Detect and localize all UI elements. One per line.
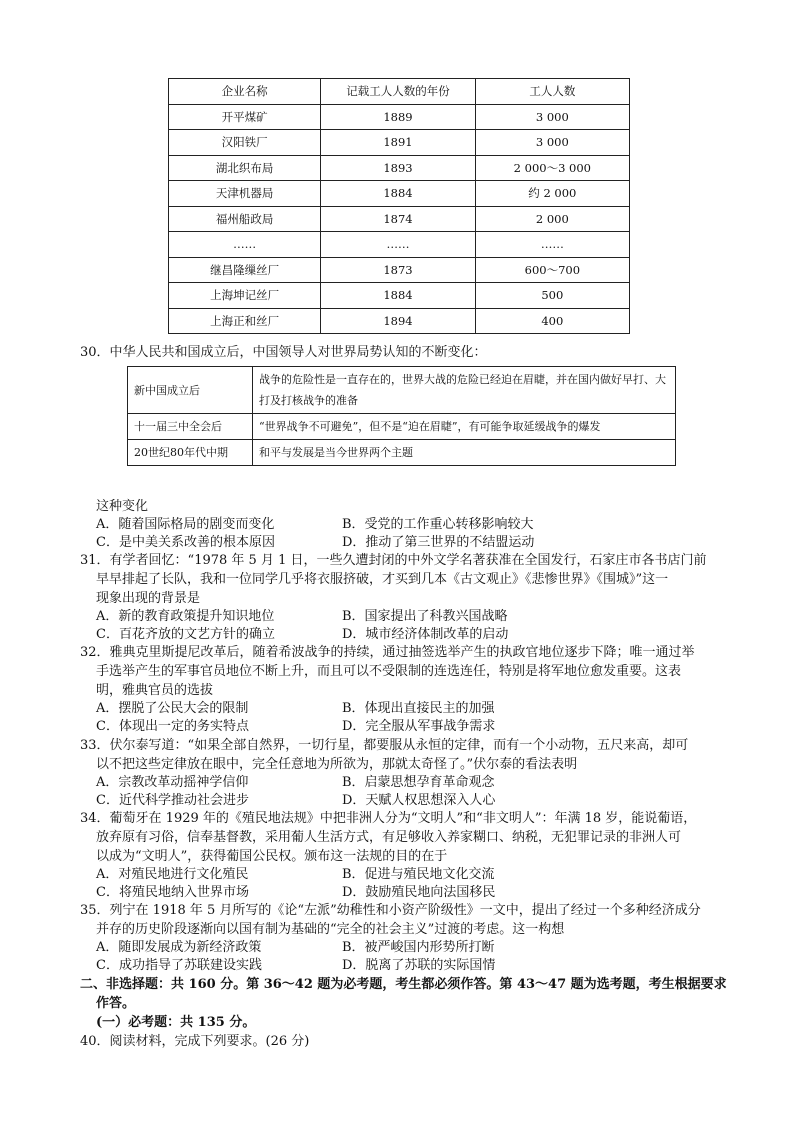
question-35-stem: 并存的历史阶段逐渐向以国有制为基础的“完全的社会主义”过渡的考虑。这一构想	[96, 922, 565, 937]
option-d: D．天赋人权思想深入人心	[342, 793, 496, 808]
option-b: B．启蒙思想孕育革命观念	[342, 775, 495, 790]
option-c: C．百花齐放的文艺方针的确立	[96, 627, 275, 642]
table-header: 记载工人人数的年份	[321, 79, 475, 105]
option-b: B．体现出直接民主的加强	[342, 701, 495, 716]
table-cell: 1884	[321, 181, 475, 207]
table-cell: 1884	[321, 283, 475, 309]
option-c: C．将殖民地纳入世界市场	[96, 885, 249, 900]
table-cell: 上海坤记丝厂	[169, 283, 321, 309]
option-c: C．近代科学推动社会进步	[96, 793, 249, 808]
view-cell: 和平与发展是当今世界两个主题	[253, 440, 676, 466]
table-cell: ……	[169, 232, 321, 258]
table-cell: 1874	[321, 206, 475, 232]
table-cell: 600～700	[475, 257, 629, 283]
option-a: A．摆脱了公民大会的限制	[96, 701, 249, 716]
section-2-heading: 二、非选择题：共 160 分。第 36～42 题为必考题，考生都必须作答。第 43～47 题为选考题，考生根据要求	[80, 977, 727, 992]
question-30-tail: 这种变化	[96, 499, 149, 514]
table-row	[169, 130, 630, 156]
table-cell: 天津机器局	[169, 181, 321, 207]
table-cell: 开平煤矿	[169, 104, 321, 130]
question-33-stem: 以不把这些定律放在眼中，完全任意地为所欲为，那就太奇怪了。”伏尔泰的看法表明	[96, 757, 578, 772]
question-30-stem: 30．中华人民共和国成立后，中国领导人对世界局势认知的不断变化：	[80, 345, 487, 360]
table-row	[169, 232, 630, 258]
table-row	[169, 308, 630, 334]
table-cell: ……	[321, 232, 475, 258]
option-d: D．脱离了苏联的实际国情	[342, 958, 496, 973]
table-cell: 汉阳铁厂	[169, 130, 321, 156]
period-cell: 新中国成立后	[128, 367, 253, 414]
option-a: A．对殖民地进行文化殖民	[96, 867, 249, 882]
option-a: A．随即发展成为新经济政策	[96, 940, 262, 955]
table-row	[169, 104, 630, 130]
option-c: C．是中美关系改善的根本原因	[96, 535, 275, 550]
table-cell: 3 000	[475, 104, 629, 130]
option-a: A．宗教改革动摇神学信仰	[96, 775, 249, 790]
option-a: A．随着国际格局的剧变而变化	[96, 517, 275, 532]
table-row	[169, 155, 630, 181]
table-cell: 3 000	[475, 130, 629, 156]
table-cell: 2 000	[475, 206, 629, 232]
table-row	[169, 283, 630, 309]
table-header: 企业名称	[169, 79, 321, 105]
option-d: D．城市经济体制改革的启动	[342, 627, 509, 642]
table-header: 工人人数	[475, 79, 629, 105]
table-row	[128, 367, 676, 414]
table-row	[169, 206, 630, 232]
section-2-sub: (一）必考题：共 135 分。	[96, 1015, 256, 1030]
question-33-stem: 33．伏尔泰写道：“如果全部自然界，一切行星，都要服从永恒的定律，而有一个小动物，五尺来高，却可	[80, 738, 689, 753]
option-c: C．成功指导了苏联建设实践	[96, 958, 262, 973]
option-a: A．新的教育政策提升知识地位	[96, 609, 275, 624]
period-cell: 20世纪80年代中期	[128, 440, 253, 466]
section-2-heading: 作答。	[96, 996, 136, 1011]
option-b: B．被严峻国内形势所打断	[342, 940, 495, 955]
question-31-stem: 早早排起了长队，我和一位同学几乎将衣服挤破，才买到几本《古文观止》《悲惨世界》《围城》”这一	[96, 572, 669, 587]
table-cell: 继昌隆缫丝厂	[169, 257, 321, 283]
table-cell: 1889	[321, 104, 475, 130]
table-cell: 2 000～3 000	[475, 155, 629, 181]
table-cell: 400	[475, 308, 629, 334]
view-cell: 战争的危险性是一直存在的，世界大战的危险已经迫在眉睫，并在国内做好早打、大打及打核战争的准备	[253, 367, 676, 414]
table-cell: 约 2 000	[475, 181, 629, 207]
option-d: D．完全服从军事战争需求	[342, 719, 496, 734]
world-view-table	[127, 366, 676, 466]
option-b: B．国家提出了科教兴国战略	[342, 609, 508, 624]
question-35-stem: 35．列宁在 1918 年 5 月所写的《论“左派”幼稚性和小资产阶级性》一文中，提出了经过一个多种经济成分	[80, 903, 701, 918]
table-cell: 500	[475, 283, 629, 309]
question-40-stem: 40．阅读材料，完成下列要求。(26 分)	[80, 1034, 310, 1049]
enterprise-table	[168, 78, 630, 334]
table-cell: 1873	[321, 257, 475, 283]
option-c: C．体现出一定的务实特点	[96, 719, 249, 734]
table-cell: 湖北织布局	[169, 155, 321, 181]
question-32-stem: 手选举产生的军事官员地位不断上升，而且可以不受限制的连选连任，特别是将军地位愈发重要。这表	[96, 664, 682, 679]
view-cell: “世界战争不可避免”，但不是“迫在眉睫”，有可能争取延缓战争的爆发	[253, 414, 676, 440]
option-d: D．推动了第三世界的不结盟运动	[342, 535, 535, 550]
table-cell: 1893	[321, 155, 475, 181]
table-row	[169, 257, 630, 283]
question-31-stem: 31．有学者回忆：“1978 年 5 月 1 日，一些久遭封闭的中外文学名著获准在全国发行，石家庄市各书店门前	[80, 553, 707, 568]
table-row	[169, 181, 630, 207]
option-d: D．鼓励殖民地向法国移民	[342, 885, 496, 900]
table-cell: 1894	[321, 308, 475, 334]
table-cell: 上海正和丝厂	[169, 308, 321, 334]
table-row	[128, 414, 676, 440]
question-32-stem: 32．雅典克里斯提尼改革后，随着希波战争的持续，通过抽签选举产生的执政官地位逐步下降；唯一通过举	[80, 645, 695, 660]
question-32-stem: 明，雅典官员的选拔	[96, 683, 214, 698]
table-cell: 福州船政局	[169, 206, 321, 232]
option-b: B．促进与殖民地文化交流	[342, 867, 495, 882]
table-cell: ……	[475, 232, 629, 258]
period-cell: 十一届三中全会后	[128, 414, 253, 440]
question-31-stem: 现象出现的背景是	[96, 591, 201, 606]
table-header-row	[169, 79, 630, 105]
table-cell: 1891	[321, 130, 475, 156]
option-b: B．受党的工作重心转移影响较大	[342, 517, 534, 532]
question-34-stem: 以成为“文明人”，获得葡国公民权。颁布这一法规的目的在于	[96, 849, 448, 864]
table-row	[128, 440, 676, 466]
question-34-stem: 34．葡萄牙在 1929 年的《殖民地法规》中把非洲人分为“文明人”和“非文明人”：年满 18 岁，能说葡语，	[80, 811, 697, 826]
question-34-stem: 放弃原有习俗，信奉基督教，采用葡人生活方式，有足够收入养家糊口、纳税，无犯罪记录的非洲人可	[96, 830, 682, 845]
